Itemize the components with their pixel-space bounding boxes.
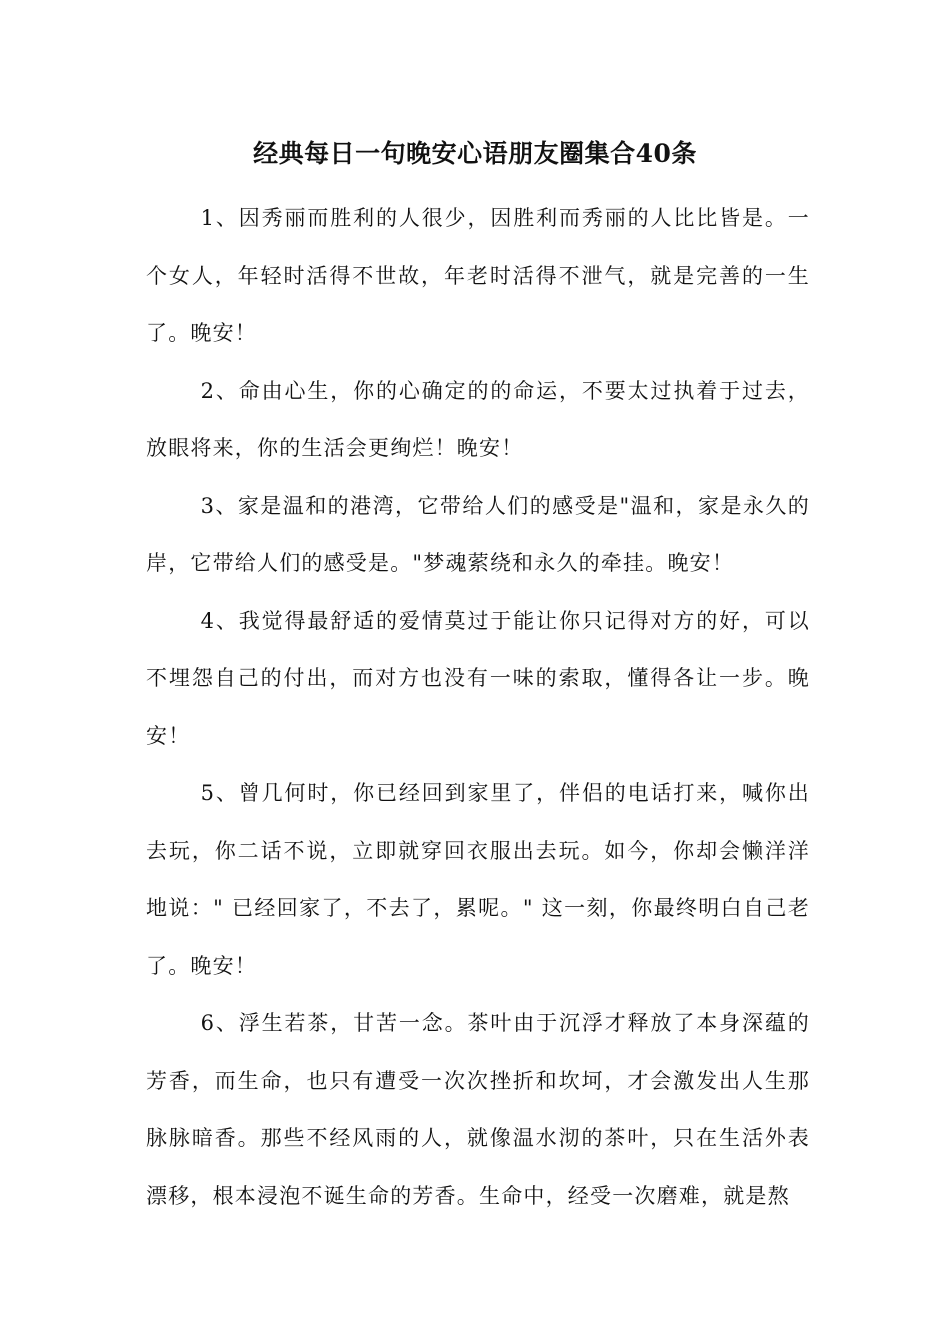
paragraph-2: 2、命由心生，你的心确定的的命运，不要太过执着于过去，放眼将来，你的生活会更绚烂！晚安！ bbox=[146, 378, 810, 460]
paragraph-6: 6、浮生若茶，甘苦一念。茶叶由于沉浮才释放了本身深蕴的芳香，而生命，也只有遭受一次次挫折和坎坷，才会激发出人生那脉脉暗香。那些不经风雨的人，就像温水沏的茶叶，只在生活外表漂移，根本浸泡不诞生命的芳香。生命中，经受一次磨难，就是熬 bbox=[146, 1011, 810, 1208]
paragraph-4: 4、我觉得最舒适的爱情莫过于能让你只记得对方的好，可以不埋怨自己的付出，而对方也没有一味的索取，懂得各让一步。晚安！ bbox=[146, 608, 810, 748]
document-title: 经典每日一句晚安心语朋友圈集合40条 bbox=[253, 139, 697, 168]
paragraph-5: 5、曾几何时，你已经回到家里了，伴侣的电话打来，喊你出去玩，你二话不说，立即就穿回衣服出去玩。如今，你却会懒洋洋地说：" 已经回家了，不去了，累呢。" 这一刻，你最终明白自己老了。晚安！ bbox=[146, 781, 810, 978]
paragraph-3: 3、家是温和的港湾，它带给人们的感受是"温和，家是永久的岸，它带给人们的感受是。"梦魂萦绕和永久的牵挂。晚安！ bbox=[146, 493, 810, 575]
paragraph-1: 1、因秀丽而胜利的人很少，因胜利而秀丽的人比比皆是。一个女人，年轻时活得不世故，年老时活得不泄气，就是完善的一生了。晚安！ bbox=[146, 206, 810, 345]
document-body bbox=[146, 190, 810, 1225]
